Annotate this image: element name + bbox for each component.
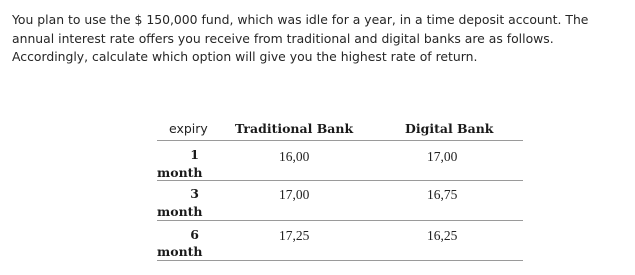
row-3-unit: month (157, 244, 203, 259)
header-rule (157, 140, 523, 141)
row-2-rule (157, 220, 523, 221)
row-1-digital-rate: 17,00 (427, 149, 458, 164)
row-2-digital-rate: 16,75 (427, 187, 458, 202)
row-1-unit: month (157, 165, 203, 180)
header-digital-bank: Digital Bank (405, 121, 494, 136)
row-2-traditional-rate: 17,00 (279, 187, 310, 202)
row-3-rule (157, 260, 523, 261)
header-traditional-bank: Traditional Bank (235, 121, 354, 136)
row-1-number: 1 (190, 147, 199, 162)
row-1-rule (157, 180, 523, 181)
row-3-number: 6 (190, 227, 199, 242)
row-1-traditional-rate: 16,00 (279, 149, 310, 164)
header-expiry: expiry (169, 121, 208, 136)
row-3-digital-rate: 16,25 (427, 228, 458, 243)
row-2-unit: month (157, 204, 203, 219)
row-3-traditional-rate: 17,25 (279, 228, 310, 243)
interest-rate-table (157, 116, 523, 262)
row-2-number: 3 (190, 186, 199, 201)
problem-statement: You plan to use the $ 150,000 fund, which was idle for a year, in a time deposit account. The annual interest rate offers you receive from traditional and digital banks are as follows. Accordingly, calculate which option will give you the highest rate of return. (12, 12, 589, 64)
